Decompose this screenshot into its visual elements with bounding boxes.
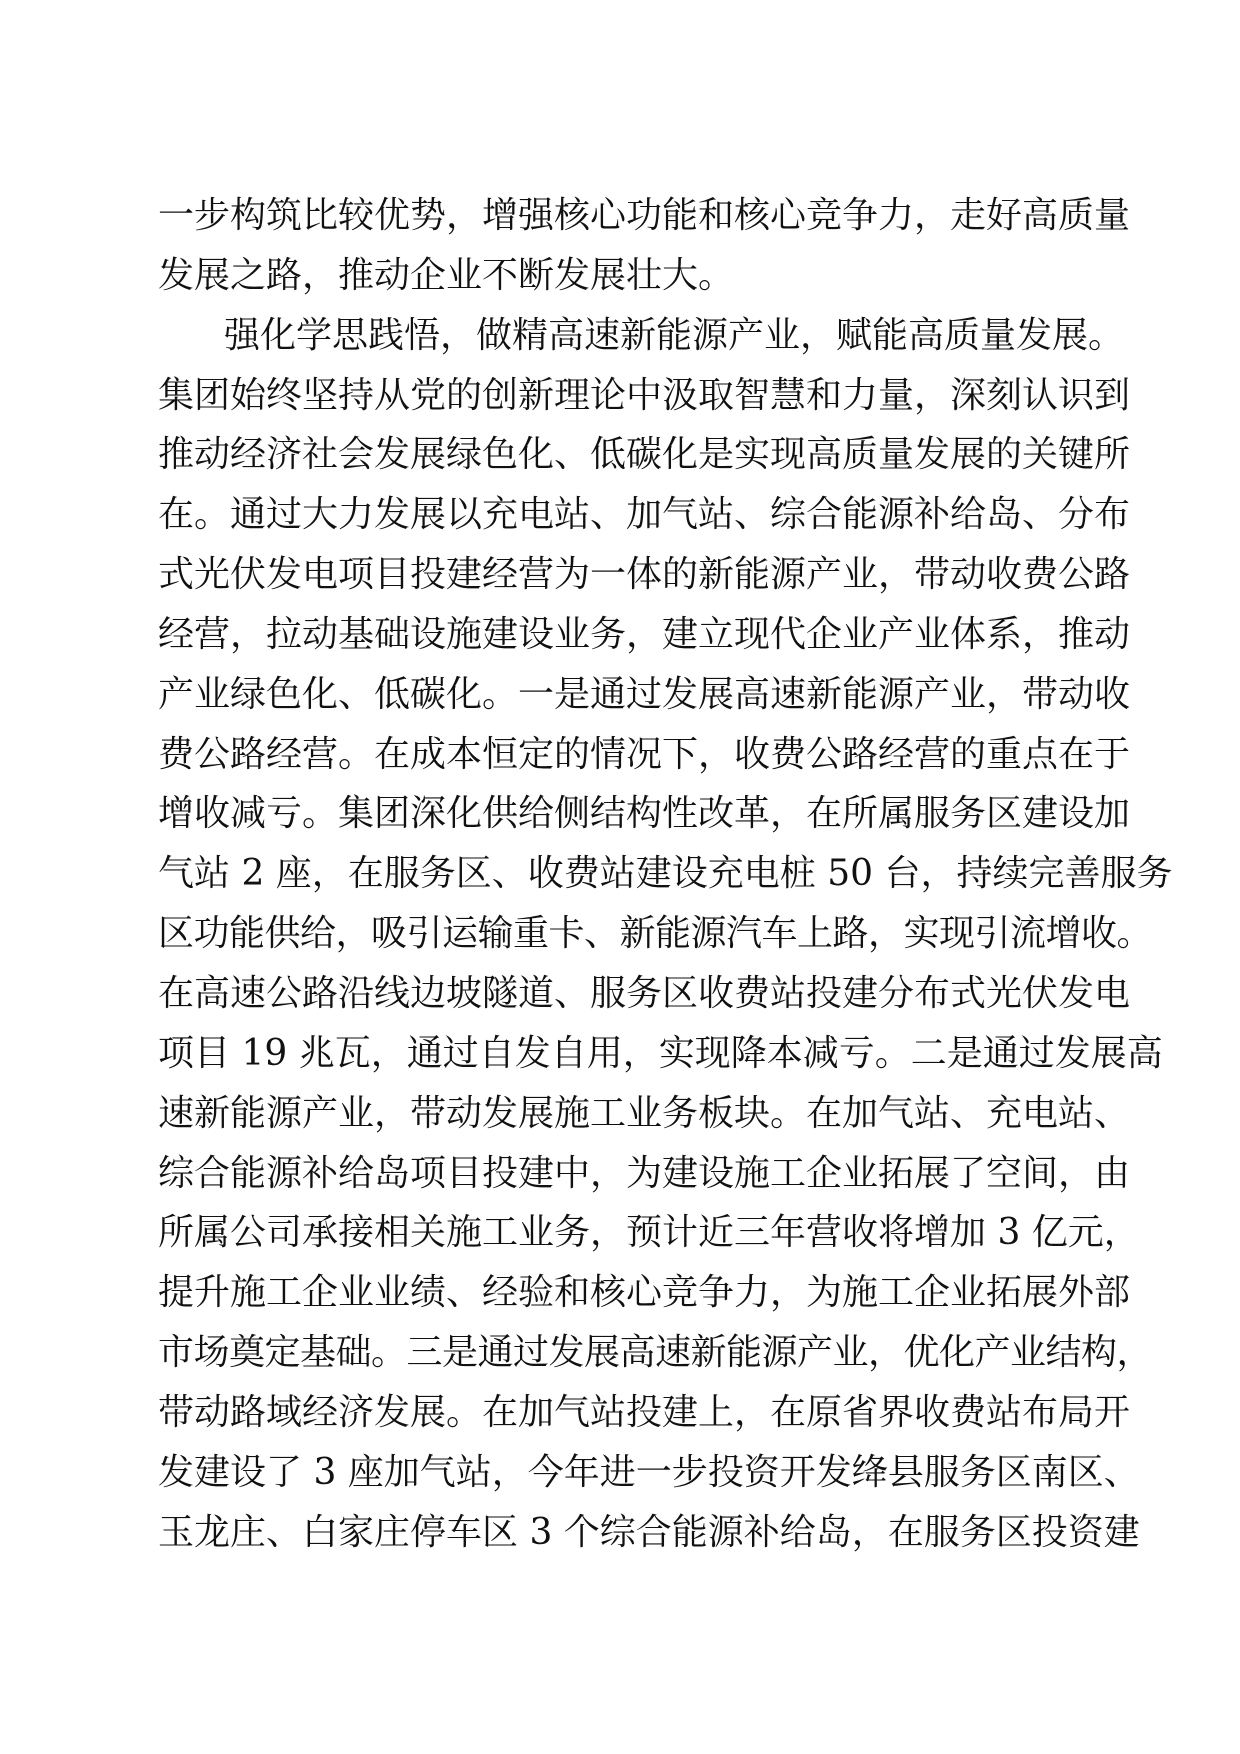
text-line-23: 玉龙庄、白家庄停车区 3 个综合能源补给岛，在服务区投资建 bbox=[158, 1511, 1140, 1553]
text-line-1: 一步构筑比较优势，增强核心功能和核心竞争力，走好高质量 bbox=[158, 195, 1131, 236]
text-line-5: 推动经济社会发展绿色化、低碳化是实现高质量发展的关键所 bbox=[158, 434, 1131, 476]
text-line-11: 增收减亏。集团深化供给侧结构性改革，在所属服务区建设加 bbox=[158, 793, 1131, 835]
text-line-10: 费公路经营。在成本恒定的情况下，收费公路经营的重点在于 bbox=[158, 733, 1131, 775]
text-line-12: 气站 2 座，在服务区、收费站建设充电桩 50 台，持续完善服务 bbox=[158, 853, 1173, 895]
body-text bbox=[158, 186, 1173, 1562]
text-line-16: 速新能源产业，带动发展施工业务板块。在加气站、充电站、 bbox=[158, 1092, 1131, 1134]
text-line-6: 在。通过大力发展以充电站、加气站、综合能源补给岛、分布 bbox=[158, 494, 1131, 536]
text-line-15: 项目 19 兆瓦，通过自发自用，实现降本减亏。二是通过发展高 bbox=[158, 1032, 1163, 1074]
paragraph-heading-line: 强化学思践悟，做精高速新能源产业，赋能高质量发展。 bbox=[224, 314, 1125, 356]
text-line-7: 式光伏发电项目投建经营为一体的新能源产业，带动收费公路 bbox=[158, 554, 1131, 596]
text-line-17: 综合能源补给岛项目投建中，为建设施工企业拓展了空间，由 bbox=[158, 1152, 1131, 1194]
text-line-4: 集团始终坚持从党的创新理论中汲取智慧和力量，深刻认识到 bbox=[158, 374, 1131, 416]
text-line-14: 在高速公路沿线边坡隧道、服务区收费站投建分布式光伏发电 bbox=[158, 972, 1131, 1014]
text-line-9: 产业绿色化、低碳化。一是通过发展高速新能源产业，带动收 bbox=[158, 673, 1131, 715]
text-line-13: 区功能供给，吸引运输重卡、新能源汽车上路，实现引流增收。 bbox=[158, 913, 1153, 955]
text-line-8: 经营，拉动基础设施建设业务，建立现代企业产业体系，推动 bbox=[158, 613, 1131, 655]
text-line-21: 带动路域经济发展。在加气站投建上，在原省界收费站布局开 bbox=[158, 1391, 1131, 1433]
text-line-22: 发建设了 3 座加气站，今年进一步投资开发绛县服务区南区、 bbox=[158, 1451, 1140, 1493]
text-line-19: 提升施工企业业绩、经验和核心竞争力，为施工企业拓展外部 bbox=[158, 1272, 1131, 1314]
text-line-2: 发展之路，推动企业不断发展壮大。 bbox=[158, 254, 735, 296]
text-line-18: 所属公司承接相关施工业务，预计近三年营收将增加 3 亿元， bbox=[158, 1212, 1140, 1254]
text-line-20: 市场奠定基础。三是通过发展高速新能源产业，优化产业结构， bbox=[158, 1332, 1153, 1374]
